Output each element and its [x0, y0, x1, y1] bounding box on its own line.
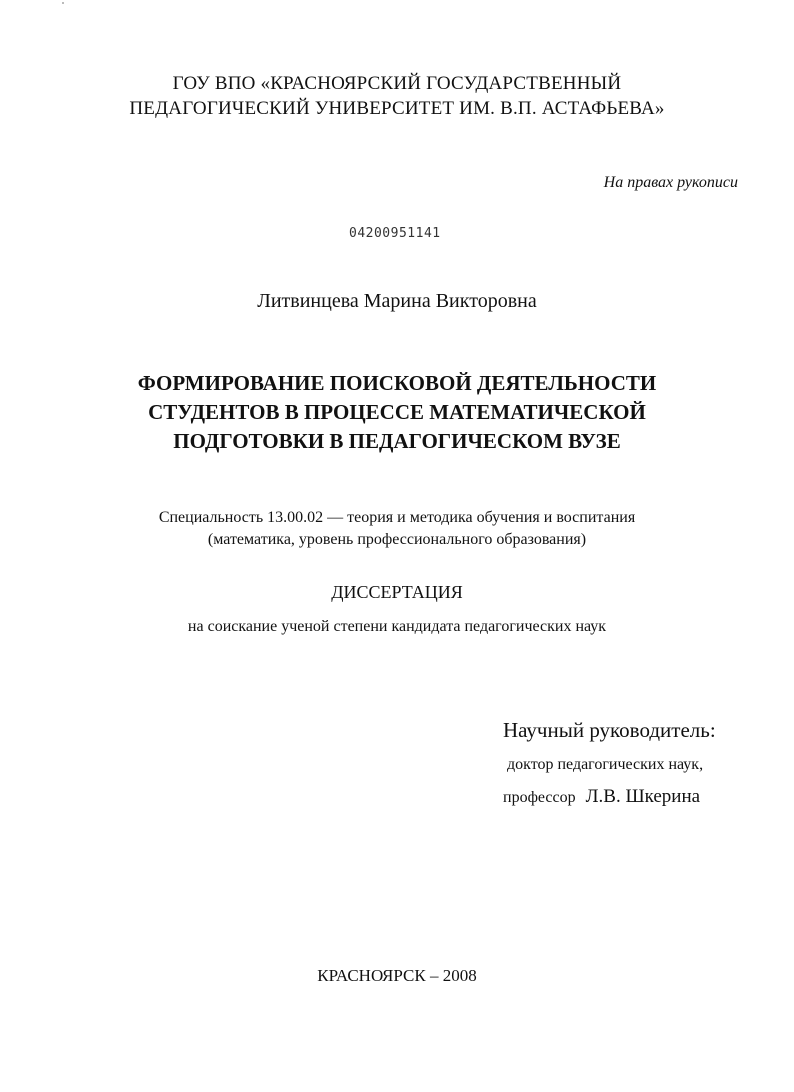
- institution-name-line-2: ПЕДАГОГИЧЕСКИЙ УНИВЕРСИТЕТ ИМ. В.П. АСТАФЬЕВА»: [129, 98, 665, 119]
- author-name: Литвинцева Марина Викторовна: [257, 290, 537, 312]
- supervisor-label: Научный руководитель:: [503, 718, 716, 742]
- registration-number: 04200951141: [349, 226, 441, 241]
- supervisor-position: профессор: [503, 789, 576, 806]
- supervisor-academic-degree: доктор педагогических наук,: [507, 756, 704, 773]
- dissertation-title-line-2: СТУДЕНТОВ В ПРОЦЕССЕ МАТЕМАТИЧЕСКОЙ: [148, 400, 646, 424]
- degree-description: на соискание ученой степени кандидата педагогических наук: [187, 618, 607, 635]
- supervisor-name: Л.В. Шкерина: [585, 786, 701, 807]
- dissertation-title-line-1: ФОРМИРОВАНИЕ ПОИСКОВОЙ ДЕЯТЕЛЬНОСТИ: [137, 371, 657, 395]
- supervisor-name-row: [503, 786, 700, 808]
- specialty-line-2: (математика, уровень профессионального образования): [207, 531, 587, 548]
- scan-artifact: [62, 2, 64, 4]
- specialty-line-1: Специальность 13.00.02 — теория и методика обучения и воспитания: [158, 509, 636, 526]
- city-and-year: КРАСНОЯРСК – 2008: [317, 966, 477, 985]
- institution-name-line-1: ГОУ ВПО «КРАСНОЯРСКИЙ ГОСУДАРСТВЕННЫЙ: [172, 73, 622, 94]
- document-type: ДИССЕРТАЦИЯ: [331, 582, 463, 602]
- manuscript-rights-note: На правах рукописи: [603, 174, 738, 191]
- dissertation-title-line-3: ПОДГОТОВКИ В ПЕДАГОГИЧЕСКОМ ВУЗЕ: [173, 429, 621, 453]
